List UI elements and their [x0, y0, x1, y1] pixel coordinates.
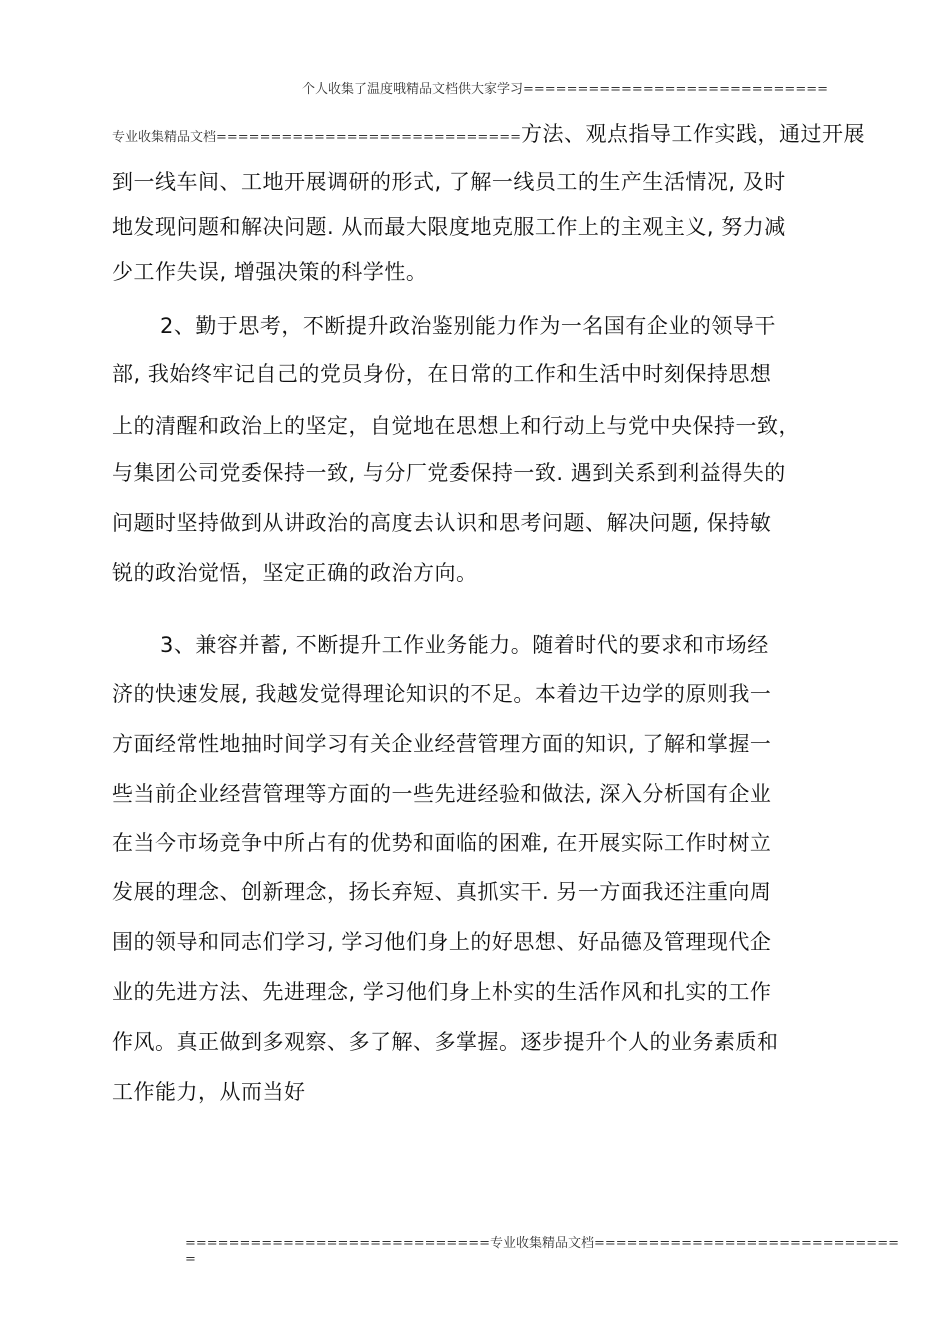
body-line: 地发现问题和解决问题. 从而最大限度地克服工作上的主观主义, 努力减 [112, 215, 786, 239]
body-line: 方面经常性地抽时间学习有关企业经营管理方面的知识, 了解和掌握一 [112, 732, 772, 756]
body-line: 些当前企业经营管理等方面的一些先进经验和做法, 深入分析国有企业 [112, 782, 772, 806]
body-line: 工作能力，从而当好 [112, 1080, 306, 1104]
body-line: 锐的政治觉悟，坚定正确的政治方向。 [112, 561, 478, 585]
page-header: 个人收集了温度哦精品文档供大家学习============================ [302, 82, 828, 97]
body-line-first [112, 118, 865, 148]
inline-watermark-text: 专业收集精品文档============================ [112, 130, 521, 145]
body-line-text: 方法、观点指导工作实践，通过开展 [521, 122, 865, 146]
footer-line: = [185, 1252, 196, 1267]
body-line: 部, 我始终牢记自己的党员身份，在日常的工作和生活中时刻保持思想 [112, 362, 772, 386]
body-line: 到一线车间、工地开展调研的形式, 了解一线员工的生产生活情况, 及时 [112, 170, 786, 194]
body-line: 发展的理念、创新理念，扬长弃短、真抓实干. 另一方面我还注重向周 [112, 880, 772, 904]
body-line: 与集团公司党委保持一致, 与分厂党委保持一致. 遇到关系到利益得失的 [112, 461, 786, 485]
body-line: 业的先进方法、先进理念, 学习他们身上朴实的生活作风和扎实的工作 [112, 980, 772, 1004]
paragraph-3-first-line: 3、兼容并蓄, 不断提升工作业务能力。随着时代的要求和市场经 [160, 633, 769, 657]
body-line: 少工作失误, 增强决策的科学性。 [112, 260, 428, 284]
body-line: 问题时坚持做到从讲政治的高度去认识和思考问题、解决问题, 保持敏 [112, 511, 772, 535]
paragraph-2-first-line: 2、勤于思考，不断提升政治鉴别能力作为一名国有企业的领导干 [160, 314, 776, 338]
body-line: 在当今市场竞争中所占有的优势和面临的困难, 在开展实际工作时树立 [112, 831, 772, 855]
body-line: 上的清醒和政治上的坚定，自觉地在思想上和行动上与党中央保持一致， [112, 414, 800, 438]
body-line: 围的领导和同志们学习, 学习他们身上的好思想、好品德及管理现代企 [112, 930, 772, 954]
footer-line: ============================专业收集精品文档============================ [185, 1236, 899, 1251]
body-line: 济的快速发展, 我越发觉得理论知识的不足。本着边干边学的原则我一 [112, 682, 772, 706]
page-footer [185, 1236, 899, 1268]
body-line: 作风。真正做到多观察、多了解、多掌握。逐步提升个人的业务素质和 [112, 1030, 779, 1054]
